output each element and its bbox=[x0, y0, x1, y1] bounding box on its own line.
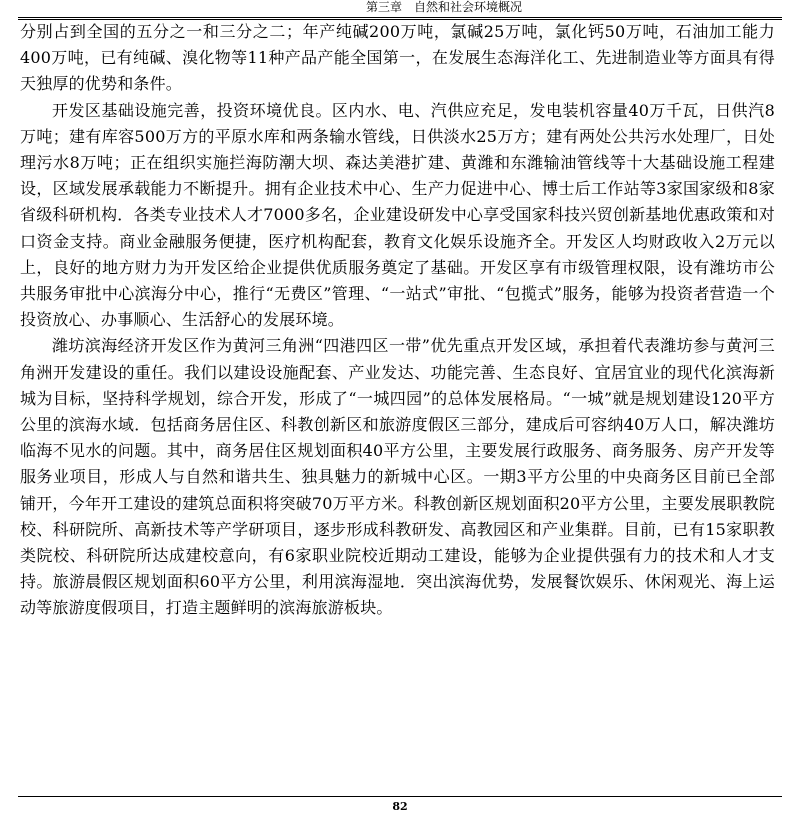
body-text bbox=[20, 19, 775, 622]
chapter-title: 第三章 自然和社会环境概况 bbox=[365, 0, 522, 14]
paragraph-3: 潍坊滨海经济开发区作为黄河三角洲“四港四区一带”优先重点开发区域，承担着代表潍坊参与黄河三角洲开发建设的重任。我们以建设设施配套、产业发达、功能完善、生态良好、宜居宜业的现代化滨海新城为目标，坚持科学规划，综合开发，形成了“一城四园”的总体发展格局。“一城”就是规划建设120平方公里的滨海水域．包括商务居住区、科教创新区和旅游度假区三部分，建成后可容纳40万人口，解决潍坊临海不见水的问题。其中，商务居住区规划面积40平方公里，主要发展行政服务、商务服务、房产开发等服务业项目，形成人与自然和谐共生、独具魅力的新城中心区。一期3平方公里的中央商务区目前已全部铺开，今年开工建设的建筑总面积将突破70万平方米。科教创新区规划面积20平方公里，主要发展职教院校、科研院所、高新技术等产学研项目，逐步形成科教研发、高教园区和产业集群。目前，已有15家职教类院校、科研院所达成建校意向，有6家职业院校近期动工建设，能够为企业提供强有力的技术和人才支持。旅游晨假区规划面积60平方公里，利用滨海湿地．突出滨海优势，发展餐饮娱乐、休闲观光、海上运动等旅游度假项目，打造主题鲜明的滨海旅游板块。 bbox=[20, 336, 775, 618]
running-footer bbox=[18, 796, 782, 817]
paragraph-2: 开发区基础设施完善，投资环境优良。区内水、电、汽供应充足，发电装机容量40万千瓦，日供汽8万吨；建有库容500万方的平原水库和两条输水管线，日供淡水25万方；建有两处公共污水处理厂，日处理污水8万吨；正在组织实施拦海防潮大坝、森达美港扩建、黄潍和东潍输油管线等十大基础设施工程建设，区域发展承载能力不断提升。拥有企业技术中心、生产力促进中心、博士后工作站等3家国家级和8家省级科研机构．各类专业技术人才7000多名，企业建设研发中心享受国家科技兴贸创新基地优惠政策和对口资金支持。商业金融服务便捷，医疗机构配套，教育文化娱乐设施齐全。开发区人均财政收入2万元以上，良好的地方财力为开发区给企业提供优质服务奠定了基础。开发区享有市级管理权限，设有潍坊市公共服务审批中心滨海分中心，推行“无费区”管理、“一站式”审批、“包揽式”服务，能够为投资者营造一个投资放心、办事顺心、生活舒心的发展环境。 bbox=[20, 100, 775, 330]
paragraph-1: 分别占到全国的五分之一和三分之二；年产纯碱200万吨，氯碱25万吨，氯化钙50万吨，石油加工能力400万吨，已有纯碱、溴化物等11种产品产能全国第一，在发展生态海洋化工、先进制造业等方面具有得天独厚的优势和条件。 bbox=[20, 22, 775, 94]
running-header bbox=[18, 0, 782, 20]
page-number: 82 bbox=[392, 800, 408, 813]
